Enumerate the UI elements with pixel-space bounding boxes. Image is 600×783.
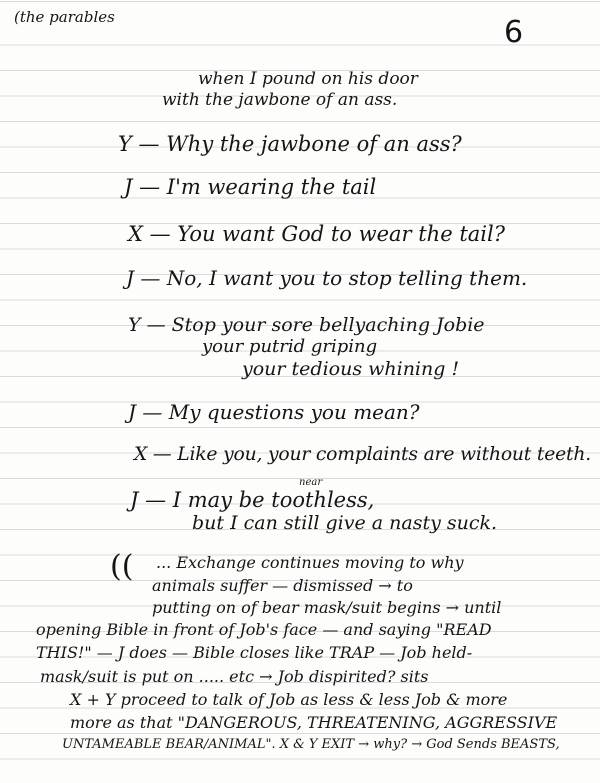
script-line: when I pound on his door — [198, 69, 418, 89]
script-line: X — Like you, your complaints are without teeth. — [134, 444, 591, 465]
note-line: mask/suit is put on ..... etc → Job dispirited? sits — [40, 667, 429, 686]
corner-note: (the parables — [14, 8, 115, 26]
insert-word: near — [299, 477, 323, 488]
script-line: your putrid griping — [202, 336, 378, 357]
script-line: your tedious whining ! — [242, 358, 460, 380]
note-line: UNTAMEABLE BEAR/ANIMAL". X & Y EXIT → why? → God Sends BEASTS, — [62, 737, 560, 752]
script-line: but I can still give a nasty suck. — [192, 512, 498, 534]
note-line: X + Y proceed to talk of Job as less & less Job & more — [70, 690, 508, 709]
script-line: with the jawbone of an ass. — [162, 90, 398, 110]
script-line: J — I may be toothless, — [130, 488, 375, 512]
note-line: animals suffer — dismissed → to — [152, 576, 413, 595]
script-line: J — No, I want you to stop telling them. — [126, 266, 528, 290]
note-bracket: (( — [110, 549, 134, 584]
note-line: ... Exchange continues moving to why — [156, 553, 464, 572]
note-line: more as that "DANGEROUS, THREATENING, AGGRESSIVE — [70, 713, 558, 732]
script-line: Y — Stop your sore bellyaching Jobie — [128, 314, 485, 336]
note-line: putting on of bear mask/suit begins → until — [152, 598, 502, 617]
script-line: Y — Why the jawbone of an ass? — [118, 132, 462, 156]
script-line: X — You want God to wear the tail? — [128, 222, 505, 246]
note-line: THIS!" — J does — Bible closes like TRAP — Job held- — [36, 643, 473, 662]
page-number: 6 — [504, 15, 524, 50]
script-line: J — My questions you mean? — [128, 400, 420, 424]
script-line: J — I'm wearing the tail — [124, 175, 377, 199]
note-line: opening Bible in front of Job's face — and saying "READ — [36, 620, 492, 639]
